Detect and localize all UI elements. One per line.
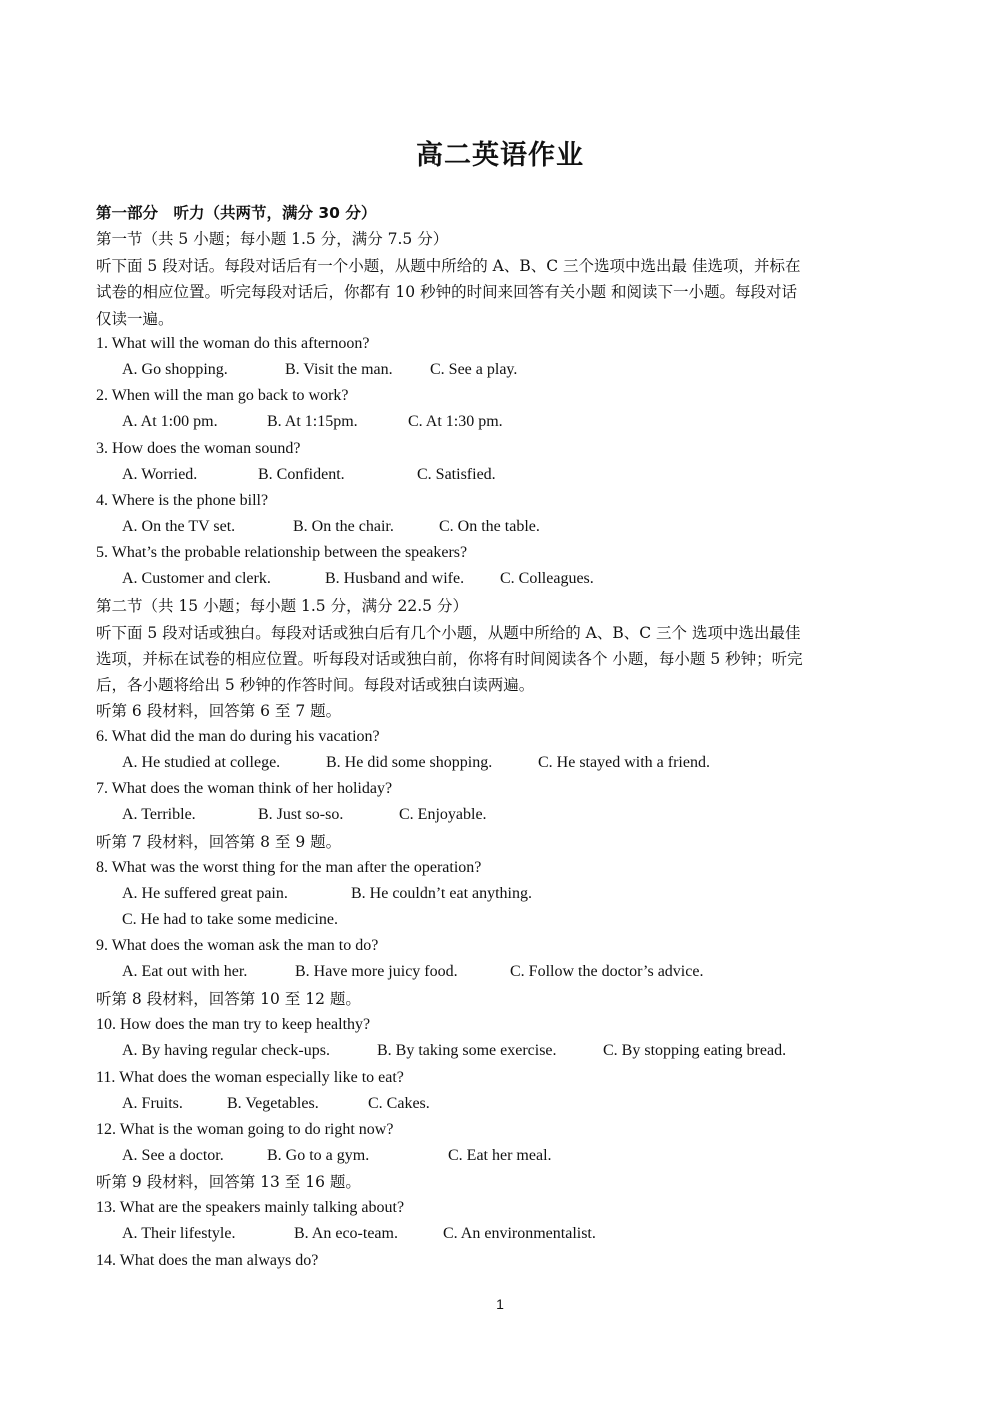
q8-option-c: C. He had to take some medicine. — [122, 911, 338, 928]
material-6-note: 听第 6 段材料，回答第 6 至 7 题。 — [96, 702, 342, 720]
page-number: 1 — [496, 1296, 504, 1312]
page-title: 高二英语作业 — [416, 140, 584, 171]
q11-option-c: C. Cakes. — [368, 1095, 430, 1112]
q3-option-c: C. Satisfied. — [417, 466, 496, 483]
question-14: 14. What does the man always do? — [96, 1252, 319, 1269]
section1-heading: 第一节（共 5 小题；每小题 1.5 分，满分 7.5 分） — [96, 230, 449, 248]
q4-option-c: C. On the table. — [439, 518, 540, 535]
question-1: 1. What will the woman do this afternoon? — [96, 335, 370, 352]
q2-option-a: A. At 1:00 pm. — [122, 413, 218, 430]
question-2: 2. When will the man go back to work? — [96, 387, 349, 404]
q1-option-a: A. Go shopping. — [122, 361, 228, 378]
q1-option-c: C. See a play. — [430, 361, 518, 378]
section2-instructions-line3: 后，各小题将给出 5 秒钟的作答时间。每段对话或独白读两遍。 — [96, 676, 535, 694]
question-3: 3. How does the woman sound? — [96, 440, 301, 457]
q11-option-b: B. Vegetables. — [227, 1095, 319, 1112]
q9-option-a: A. Eat out with her. — [122, 963, 248, 980]
q8-option-a: A. He suffered great pain. — [122, 885, 288, 902]
q7-option-a: A. Terrible. — [122, 806, 196, 823]
question-8: 8. What was the worst thing for the man after the operation? — [96, 859, 482, 876]
material-7-note: 听第 7 段材料，回答第 8 至 9 题。 — [96, 833, 342, 851]
q10-option-a: A. By having regular check-ups. — [122, 1042, 330, 1059]
q5-option-a: A. Customer and clerk. — [122, 570, 271, 587]
question-13: 13. What are the speakers mainly talking about? — [96, 1199, 405, 1216]
question-11: 11. What does the woman especially like to eat? — [96, 1069, 404, 1086]
question-7: 7. What does the woman think of her holiday? — [96, 780, 393, 797]
q9-option-b: B. Have more juicy food. — [295, 963, 458, 980]
q2-option-b: B. At 1:15pm. — [267, 413, 358, 430]
q13-option-c: C. An environmentalist. — [443, 1225, 596, 1242]
q4-option-b: B. On the chair. — [293, 518, 394, 535]
q13-option-a: A. Their lifestyle. — [122, 1225, 236, 1242]
q5-option-c: C. Colleagues. — [500, 570, 594, 587]
q2-option-c: C. At 1:30 pm. — [408, 413, 503, 430]
q6-option-c: C. He stayed with a friend. — [538, 754, 710, 771]
section2-instructions-line1: 听下面 5 段对话或独白。每段对话或独白后有几个小题，从题中所给的 A、B、C 三个 选项中选出最佳 — [96, 624, 801, 642]
q9-option-c: C. Follow the doctor’s advice. — [510, 963, 704, 980]
section1-instructions-line3: 仅读一遍。 — [96, 310, 174, 328]
question-4: 4. Where is the phone bill? — [96, 492, 269, 509]
q6-option-b: B. He did some shopping. — [326, 754, 493, 771]
question-9: 9. What does the woman ask the man to do? — [96, 937, 379, 954]
q4-option-a: A. On the TV set. — [122, 518, 236, 535]
q3-option-b: B. Confident. — [258, 466, 345, 483]
section1-instructions-line2: 试卷的相应位置。听完每段对话后，你都有 10 秒钟的时间来回答有关小题 和阅读下一小题。每段对话 — [96, 283, 798, 301]
q13-option-b: B. An eco-team. — [294, 1225, 398, 1242]
q11-option-a: A. Fruits. — [122, 1095, 183, 1112]
q7-option-b: B. Just so-so. — [258, 806, 344, 823]
q12-option-b: B. Go to a gym. — [267, 1147, 370, 1164]
section2-instructions-line2: 选项，并标在试卷的相应位置。听每段对话或独白前，你将有时间阅读各个 小题，每小题 5 秒钟；听完 — [96, 650, 803, 668]
question-12: 12. What is the woman going to do right now? — [96, 1121, 394, 1138]
q6-option-a: A. He studied at college. — [122, 754, 281, 771]
part1-heading: 第一部分 听力（共两节，满分 30 分） — [96, 204, 377, 222]
q3-option-a: A. Worried. — [122, 466, 198, 483]
section2-heading: 第二节（共 15 小题；每小题 1.5 分，满分 22.5 分） — [96, 597, 468, 615]
material-8-note: 听第 8 段材料，回答第 10 至 12 题。 — [96, 990, 361, 1008]
q5-option-b: B. Husband and wife. — [325, 570, 465, 587]
question-10: 10. How does the man try to keep healthy? — [96, 1016, 371, 1033]
section1-instructions-line1: 听下面 5 段对话。每段对话后有一个小题，从题中所给的 A、B、C 三个选项中选出最 佳选项，并标在 — [96, 257, 801, 275]
q10-option-b: B. By taking some exercise. — [377, 1042, 557, 1059]
material-9-note: 听第 9 段材料，回答第 13 至 16 题。 — [96, 1173, 361, 1191]
q1-option-b: B. Visit the man. — [285, 361, 393, 378]
q12-option-c: C. Eat her meal. — [448, 1147, 552, 1164]
q8-option-b: B. He couldn’t eat anything. — [351, 885, 532, 902]
question-5: 5. What’s the probable relationship between the speakers? — [96, 544, 468, 561]
question-6: 6. What did the man do during his vacation? — [96, 728, 380, 745]
q12-option-a: A. See a doctor. — [122, 1147, 224, 1164]
q7-option-c: C. Enjoyable. — [399, 806, 487, 823]
q10-option-c: C. By stopping eating bread. — [603, 1042, 787, 1059]
